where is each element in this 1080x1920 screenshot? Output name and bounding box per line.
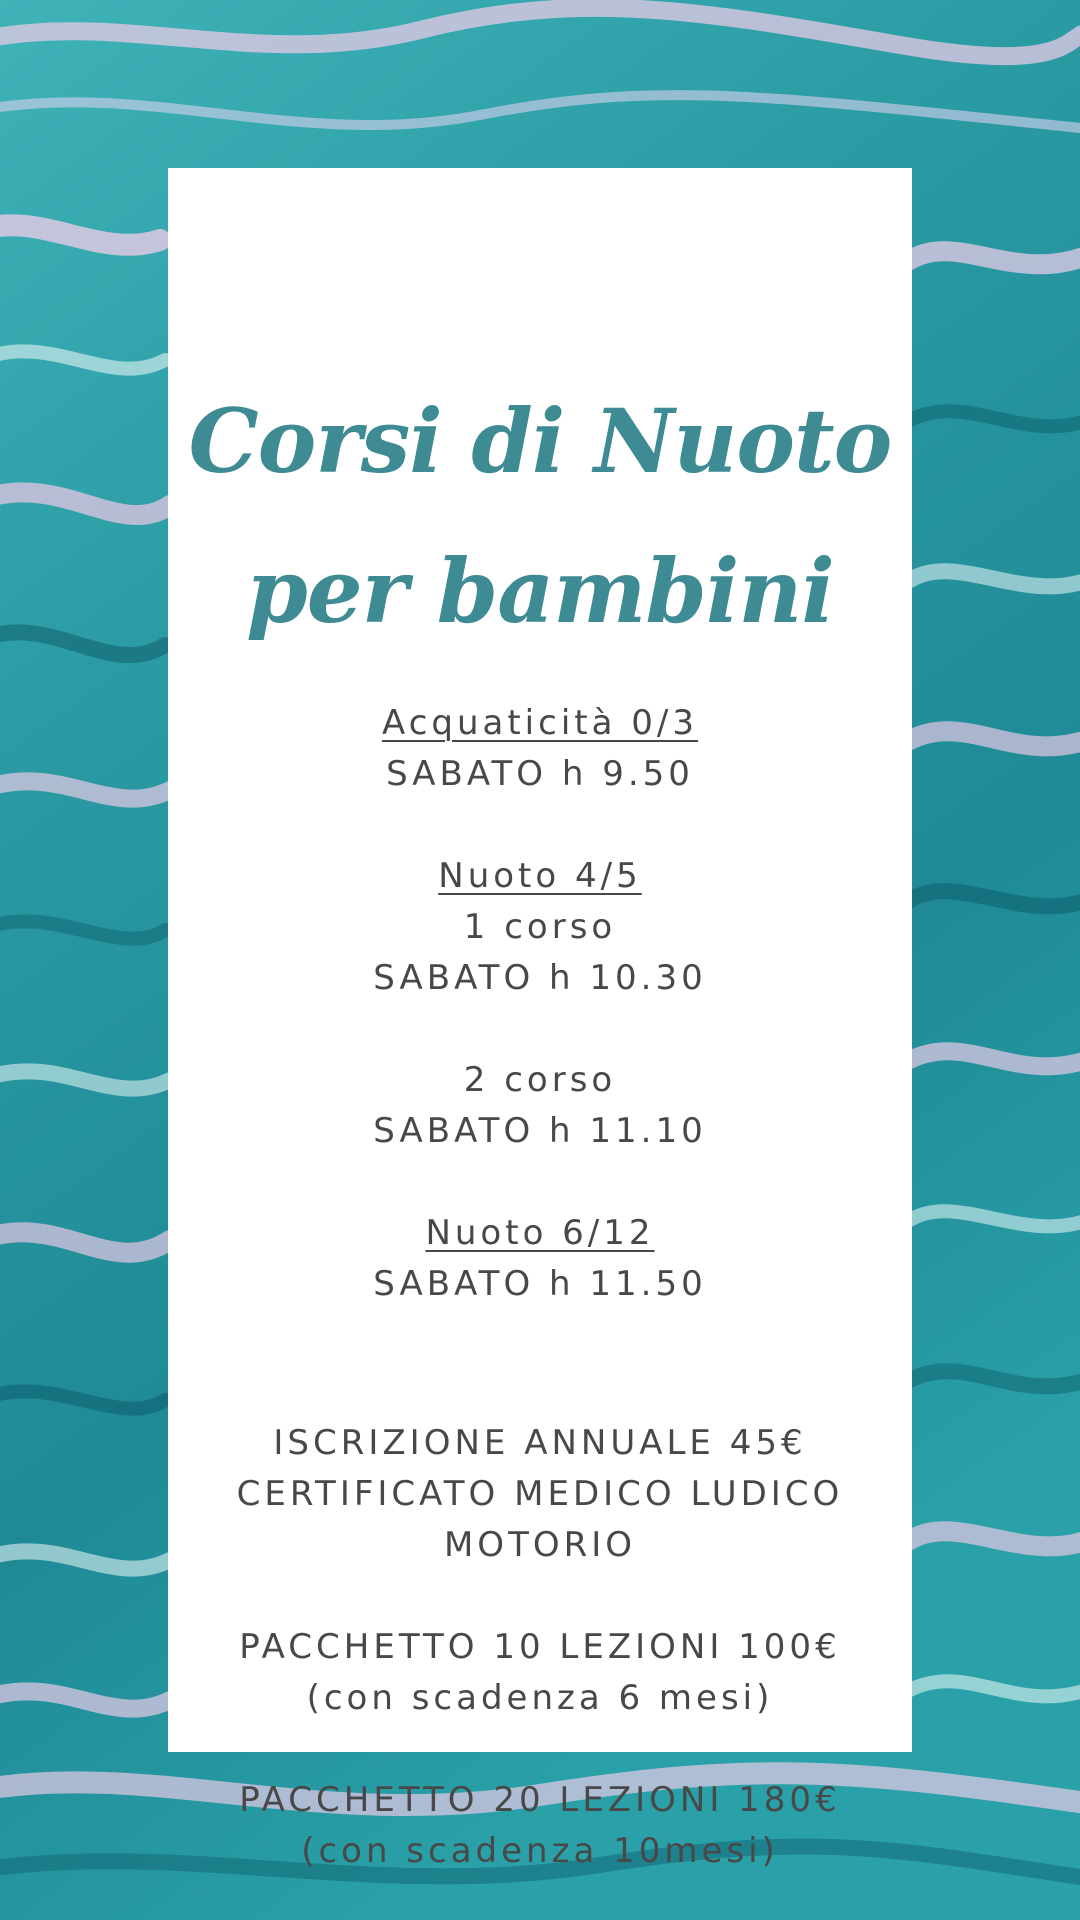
package-10-note: (con scadenza 6 mesi) — [306, 1678, 774, 1718]
page-title — [168, 366, 912, 666]
pricing-info — [168, 1418, 912, 1877]
course-nuoto-4-5 — [168, 851, 912, 1157]
course-heading: Acquaticità 0/3 — [382, 703, 698, 743]
title-line-1: Corsi di Nuoto — [188, 389, 892, 493]
certificate-line: CERTIFICATO MEDICO LUDICO — [236, 1474, 844, 1514]
course-time: SABATO h 9.50 — [386, 754, 694, 794]
package-20-note: (con scadenza 10mesi) — [301, 1831, 779, 1871]
registration-fee: ISCRIZIONE ANNUALE 45€ — [273, 1423, 807, 1463]
course-time: SABATO h 11.10 — [373, 1111, 707, 1151]
course-acquaticita — [168, 698, 912, 800]
course-heading: Nuoto 6/12 — [425, 1213, 655, 1253]
course-schedule — [168, 698, 912, 1310]
certificate-line: MOTORIO — [443, 1525, 637, 1565]
session-label: 2 corso — [463, 1060, 617, 1100]
course-nuoto-6-12 — [168, 1208, 912, 1310]
course-time: SABATO h 11.50 — [373, 1264, 707, 1304]
course-heading: Nuoto 4/5 — [438, 856, 642, 896]
package-10-price: PACCHETTO 10 LEZIONI 100€ — [239, 1627, 841, 1667]
title-line-2: per bambini — [246, 539, 834, 643]
course-time: SABATO h 10.30 — [373, 958, 707, 998]
package-20-price: PACCHETTO 20 LEZIONI 180€ — [239, 1780, 841, 1820]
session-label: 1 corso — [463, 907, 617, 947]
info-card — [168, 168, 912, 1871]
